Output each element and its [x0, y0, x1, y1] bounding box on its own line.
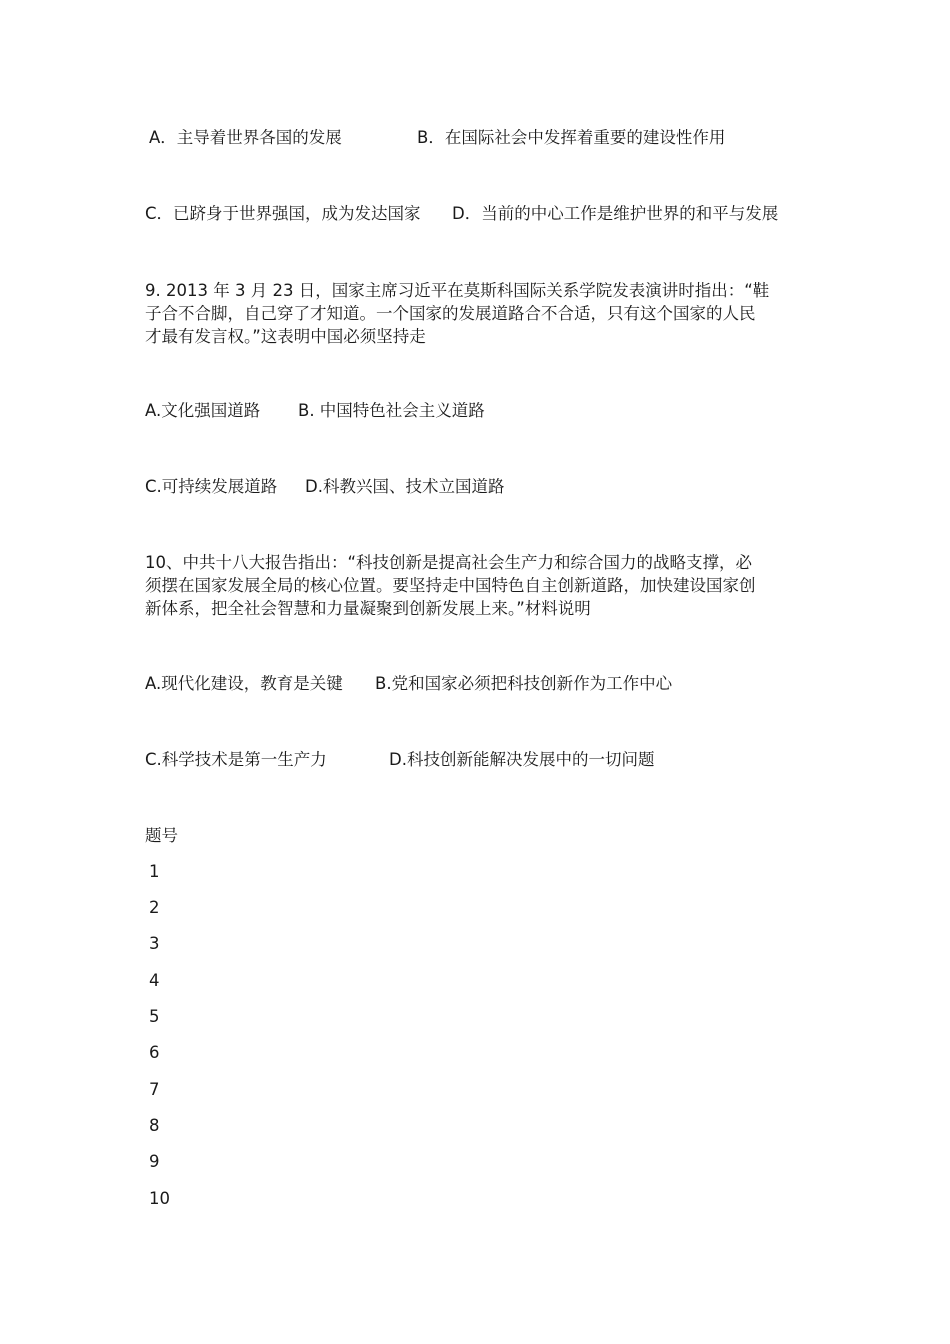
- answer-table-number: 2: [149, 898, 160, 917]
- q8-option-d: D．当前的中心工作是维护世界的和平与发展: [452, 204, 779, 223]
- answer-table-number: 3: [149, 934, 160, 953]
- answer-table-number: 8: [149, 1116, 160, 1135]
- q8-option-b: B．在国际社会中发挥着重要的建设性作用: [417, 128, 726, 147]
- q9-stem-line: 子合不合脚，自己穿了才知道。一个国家的发展道路合不合适，只有这个国家的人民: [145, 304, 756, 323]
- q9-stem-line: 才最有发言权。”这表明中国必须坚持走: [145, 327, 426, 346]
- q9-option-c: C.可持续发展道路: [145, 477, 278, 496]
- q10-stem-line: 10、中共十八大报告指出：“科技创新是提高社会生产力和综合国力的战略支撑，必: [145, 553, 753, 572]
- q9-option-a: A.文化强国道路: [145, 401, 261, 420]
- answer-table-number: 7: [149, 1080, 160, 1099]
- q8-option-a: A．主导着世界各国的发展: [149, 128, 342, 147]
- q8-option-c: C．已跻身于世界强国，成为发达国家: [145, 204, 421, 223]
- q10-option-d: D.科技创新能解决发展中的一切问题: [389, 750, 655, 769]
- q10-option-a: A.现代化建设，教育是关键: [145, 674, 343, 693]
- answer-table-number: 5: [149, 1007, 160, 1026]
- q9-option-b: B. 中国特色社会主义道路: [298, 401, 485, 420]
- answer-table-number: 6: [149, 1043, 160, 1062]
- q10-option-c: C.科学技术是第一生产力: [145, 750, 327, 769]
- answer-table-number: 1: [149, 862, 160, 881]
- q10-stem-line: 须摆在国家发展全局的核心位置。要坚持走中国特色自主创新道路，加快建设国家创: [145, 576, 756, 595]
- answer-table-number: 9: [149, 1152, 160, 1171]
- answer-table-number: 10: [149, 1189, 170, 1208]
- q9-stem: [145, 279, 815, 348]
- answer-table-number: 4: [149, 971, 160, 990]
- q9-option-d: D.科教兴国、技术立国道路: [305, 477, 505, 496]
- q9-stem-line: 9. 2013 年 3 月 23 日，国家主席习近平在莫斯科国际关系学院发表演讲时指出：“鞋: [145, 281, 770, 300]
- q10-stem-line: 新体系，把全社会智慧和力量凝聚到创新发展上来。”材料说明: [145, 599, 591, 618]
- answer-table-header: 题号: [145, 826, 178, 845]
- q10-option-b: B.党和国家必须把科技创新作为工作中心: [375, 674, 673, 693]
- q10-stem: [145, 551, 815, 620]
